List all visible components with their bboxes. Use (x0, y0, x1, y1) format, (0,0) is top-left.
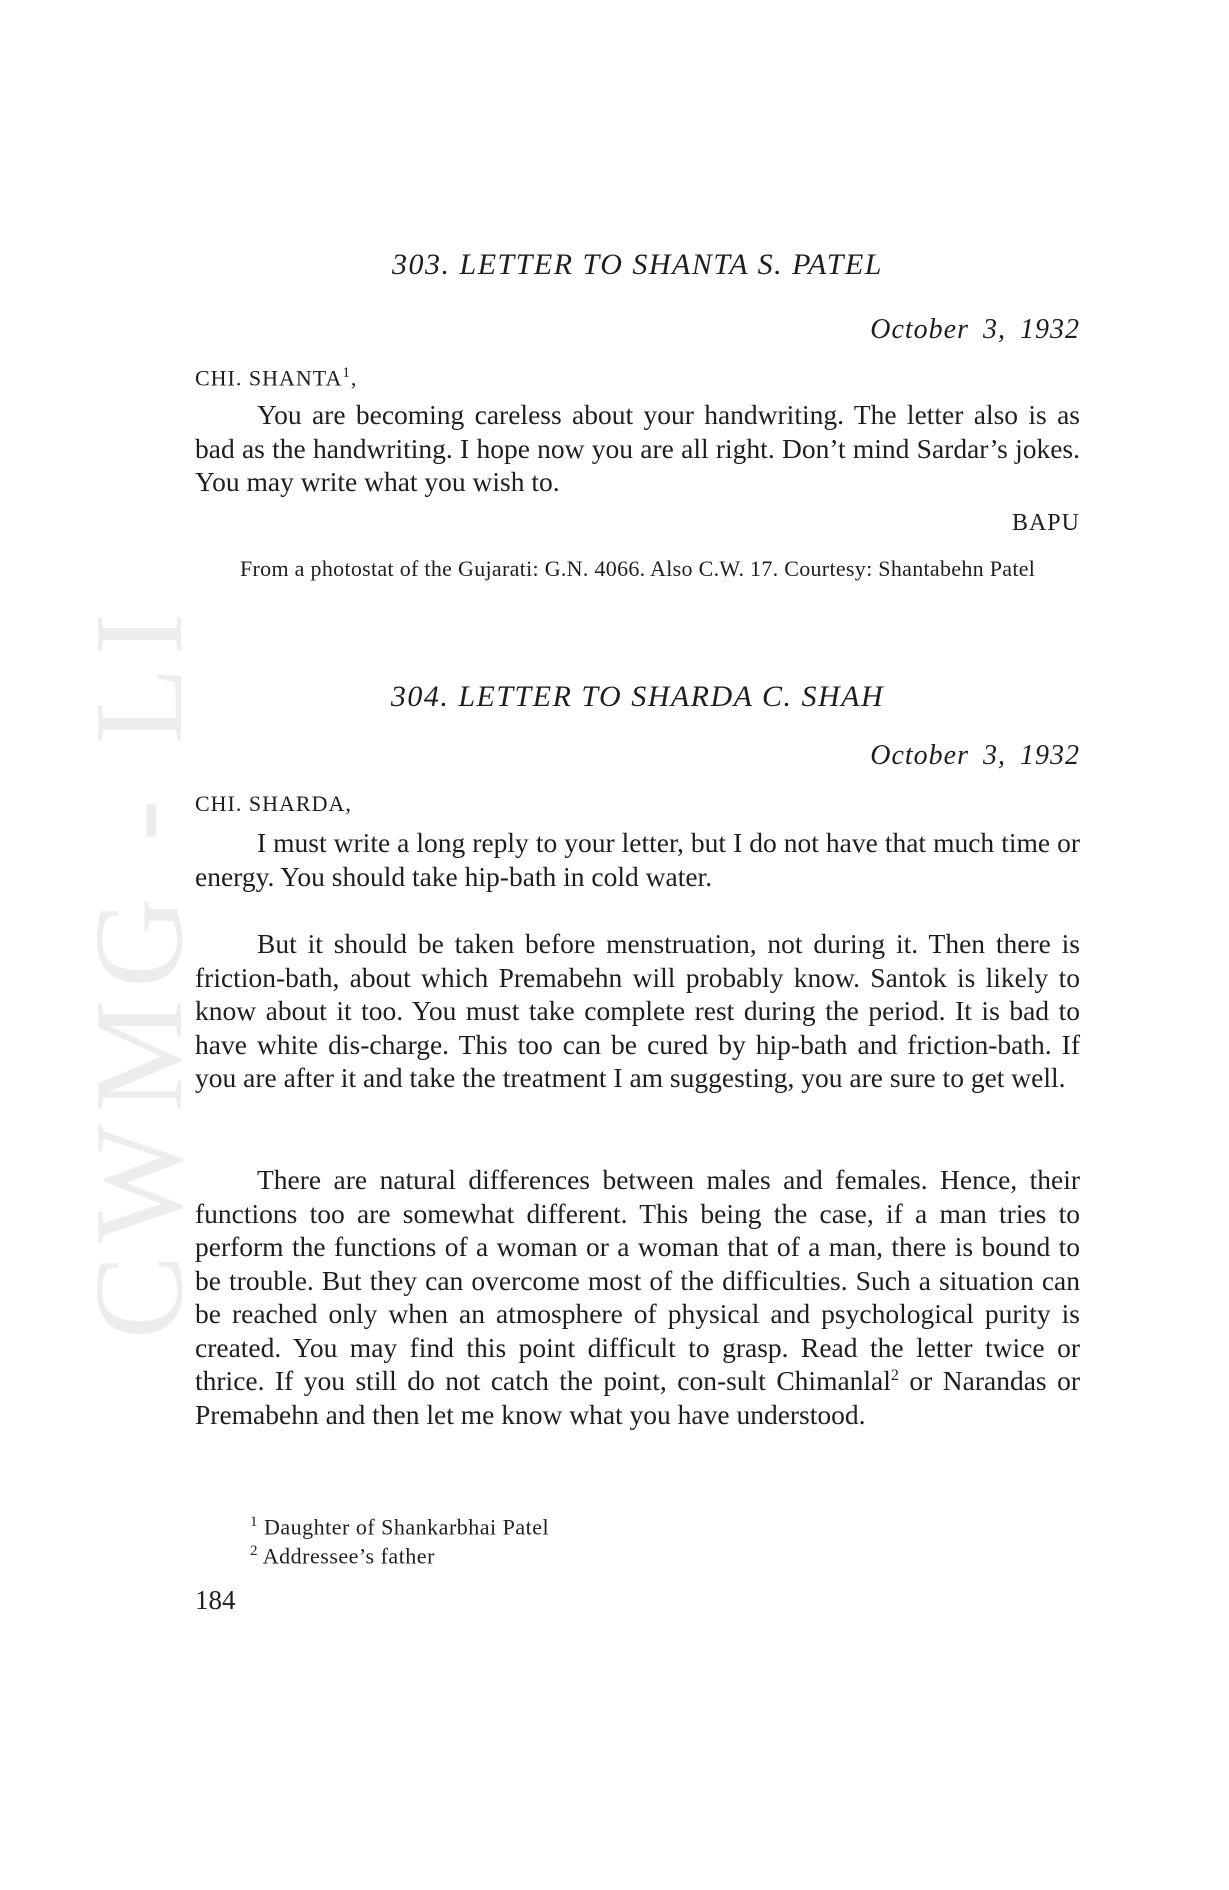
letter-304-paragraph-1: I must write a long reply to your letter, but I do not have that much time or energy. You should take hip-bath in cold water. (195, 827, 1080, 892)
letter-303-signature: BAPU (1011, 510, 1080, 536)
letter-304-title: 304. LETTER TO SHARDA C. SHAH (390, 680, 885, 713)
salutation-text: CHI. SHANTA (195, 365, 343, 391)
footnote-ref: 2 (890, 1366, 899, 1384)
salutation-comma: , (350, 365, 358, 391)
footnote-text: Addressee’s father (262, 1543, 435, 1569)
paragraph-text: There are natural differences between males and females. Hence, their functions too are somewhat different. This being the case, if a man tries to perform the functions of a woman or a woman that of a man, there is bound to be trouble. But they can overcome most of the difficulties. Such a situation can be reached only when an atmosphere of physical and psychological purity is created. You may find this point difficult to grasp. Read the letter twice or thrice. If you still do not catch the point, con-sult Chimanlal (195, 1164, 1080, 1396)
letter-304-paragraph-3 (195, 1163, 1080, 1431)
footnote-1 (250, 1514, 549, 1540)
footnote-2 (250, 1543, 435, 1569)
watermark (70, 560, 210, 1380)
footnote-marker: 2 (250, 1543, 258, 1559)
letter-303-body: You are becoming careless about your handwriting. The letter also is as bad as the handwriting. I hope now you are all right. Don’t mind Sardar’s jokes. You may write what you wish to. (195, 399, 1080, 497)
letter-303-date: October 3, 1932 (870, 314, 1080, 345)
paragraph-text-continued: or Narandas or Premabehn and then let me know what you have understood. (195, 1365, 1080, 1430)
letter-304-date: October 3, 1932 (870, 740, 1080, 771)
letter-303-title: 303. LETTER TO SHANTA S. PATEL (392, 248, 883, 281)
letter-303-source: From a photostat of the Gujarati: G.N. 4066. Also C.W. 17. Courtesy: Shantabehn Patel (240, 556, 1036, 581)
letter-304-salutation: CHI. SHARDA, (195, 791, 352, 816)
letter-304-paragraph-2: But it should be taken before menstruation, not during it. Then there is friction-bath, about which Premabehn will probably know. Santok is likely to know about it too. You must take complete rest during the period. It is bad to have white dis-charge. This too can be cured by hip-bath and friction-bath. If you are after it and take the treatment I am suggesting, you are sure to get well. (195, 928, 1080, 1093)
watermark-text: CWMG - LI (70, 601, 209, 1339)
footnote-ref: 1 (342, 365, 351, 381)
letter-303-salutation (195, 365, 357, 391)
footnote-text: Daughter of Shankarbhai Patel (264, 1514, 550, 1540)
footnote-marker: 1 (250, 1514, 258, 1530)
page-number: 184 (195, 1585, 236, 1615)
